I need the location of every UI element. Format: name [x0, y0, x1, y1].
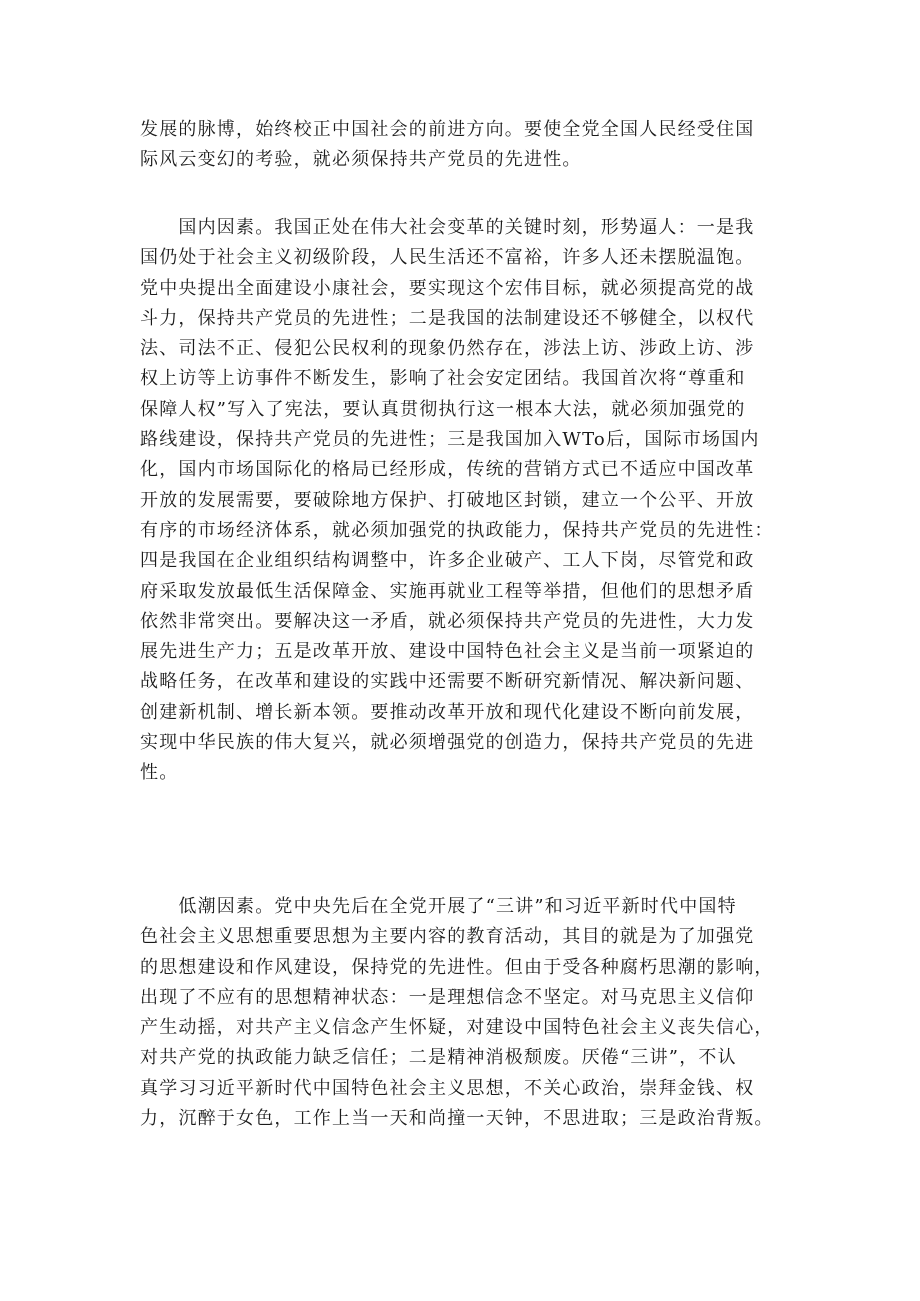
text-line: 创建新机制、增长新本领。要推动改革开放和现代化建设不断向前发展，: [140, 701, 755, 723]
text-line: 产生动摇，对共产主义信念产生怀疑，对建设中国特色社会主义丧失信心，: [140, 1017, 774, 1039]
text-line: 开放的发展需要，要破除地方保护、打破地区封锁，建立一个公平、开放: [140, 489, 755, 511]
paragraph-continuation: [140, 115, 800, 176]
text-line: 对共产党的执政能力缺乏信任；二是精神消极颓废。厌倦“三讲”，不认: [140, 1047, 737, 1069]
text-line: 战略任务，在改革和建设的实践中还需要不断研究新情况、解决新问题、: [140, 671, 755, 693]
text-line: 出现了不应有的思想精神状态：一是理想信念不坚定。对马克思主义信仰: [140, 986, 755, 1008]
paragraph-low-tide-factors: [140, 892, 800, 1134]
text-line: 保障人权”写入了宪法，要认真贯彻执行这一根本大法，就必须加强党的: [140, 398, 746, 420]
text-line: 府采取发放最低生活保障金、实施再就业工程等举措，但他们的思想矛盾: [140, 580, 755, 602]
text-line: 低潮因素。党中央先后在全党开展了“三讲”和习近平新时代中国特: [140, 896, 737, 917]
text-line: 斗力，保持共产党员的先进性；二是我国的法制建设还不够健全，以权代: [140, 307, 755, 329]
text-line: 的思想建设和作风建设，保持党的先进性。但由于受各种腐朽思潮的影响，: [140, 956, 774, 978]
text-line: 色社会主义思想重要思想为主要内容的教育活动，其目的就是为了加强党: [140, 926, 755, 948]
text-line: 有序的市场经济体系，就必须加强党的执政能力，保持共产党员的先进性：: [140, 519, 774, 541]
text-line: 化，国内市场国际化的格局已经形成，传统的营销方式已不适应中国改革: [140, 459, 755, 481]
text-line: 展先进生产力；五是改革开放、建设中国特色社会主义是当前一项紧迫的: [140, 641, 755, 663]
text-line: 依然非常突出。要解决这一矛盾，就必须保持共产党员的先进性，大力发: [140, 610, 755, 632]
text-line: 国内因素。我国正处在伟大社会变革的关键时刻，形势逼人：一是我: [140, 217, 755, 238]
text-line: 力，沉醉于女色，工作上当一天和尚撞一天钟，不思进取；三是政治背叛。: [140, 1108, 774, 1130]
text-line: 真学习习近平新时代中国特色社会主义思想，不关心政治，崇拜金钱、权: [140, 1077, 755, 1099]
text-line: 性。: [140, 762, 179, 784]
text-line: 法、司法不正、侵犯公民权利的现象仍然存在，涉法上访、涉政上访、涉: [140, 338, 755, 360]
text-line: 发展的脉博，始终校正中国社会的前进方向。要使全党全国人民经受住国: [140, 119, 755, 140]
text-line: 际风云变幻的考验，就必须保持共产党员的先进性。: [140, 149, 582, 171]
text-line: 实现中华民族的伟大复兴，就必须增强党的创造力，保持共产党员的先进: [140, 732, 755, 754]
paragraph-domestic-factors: [140, 213, 800, 789]
text-line: 四是我国在企业组织结构调整中，许多企业破产、工人下岗，尽管党和政: [140, 550, 755, 572]
text-line: 路线建设，保持共产党员的先进性；三是我国加入WTo后，国际市场国内: [140, 429, 760, 451]
text-line: 国仍处于社会主义初级阶段，人民生活还不富裕，许多人还未摆脱温饱。: [140, 247, 755, 269]
text-line: 党中央提出全面建设小康社会，要实现这个宏伟目标，就必须提高党的战: [140, 277, 755, 299]
text-line: 权上访等上访事件不断发生，影响了社会安定团结。我国首次将“尊重和: [140, 368, 746, 390]
